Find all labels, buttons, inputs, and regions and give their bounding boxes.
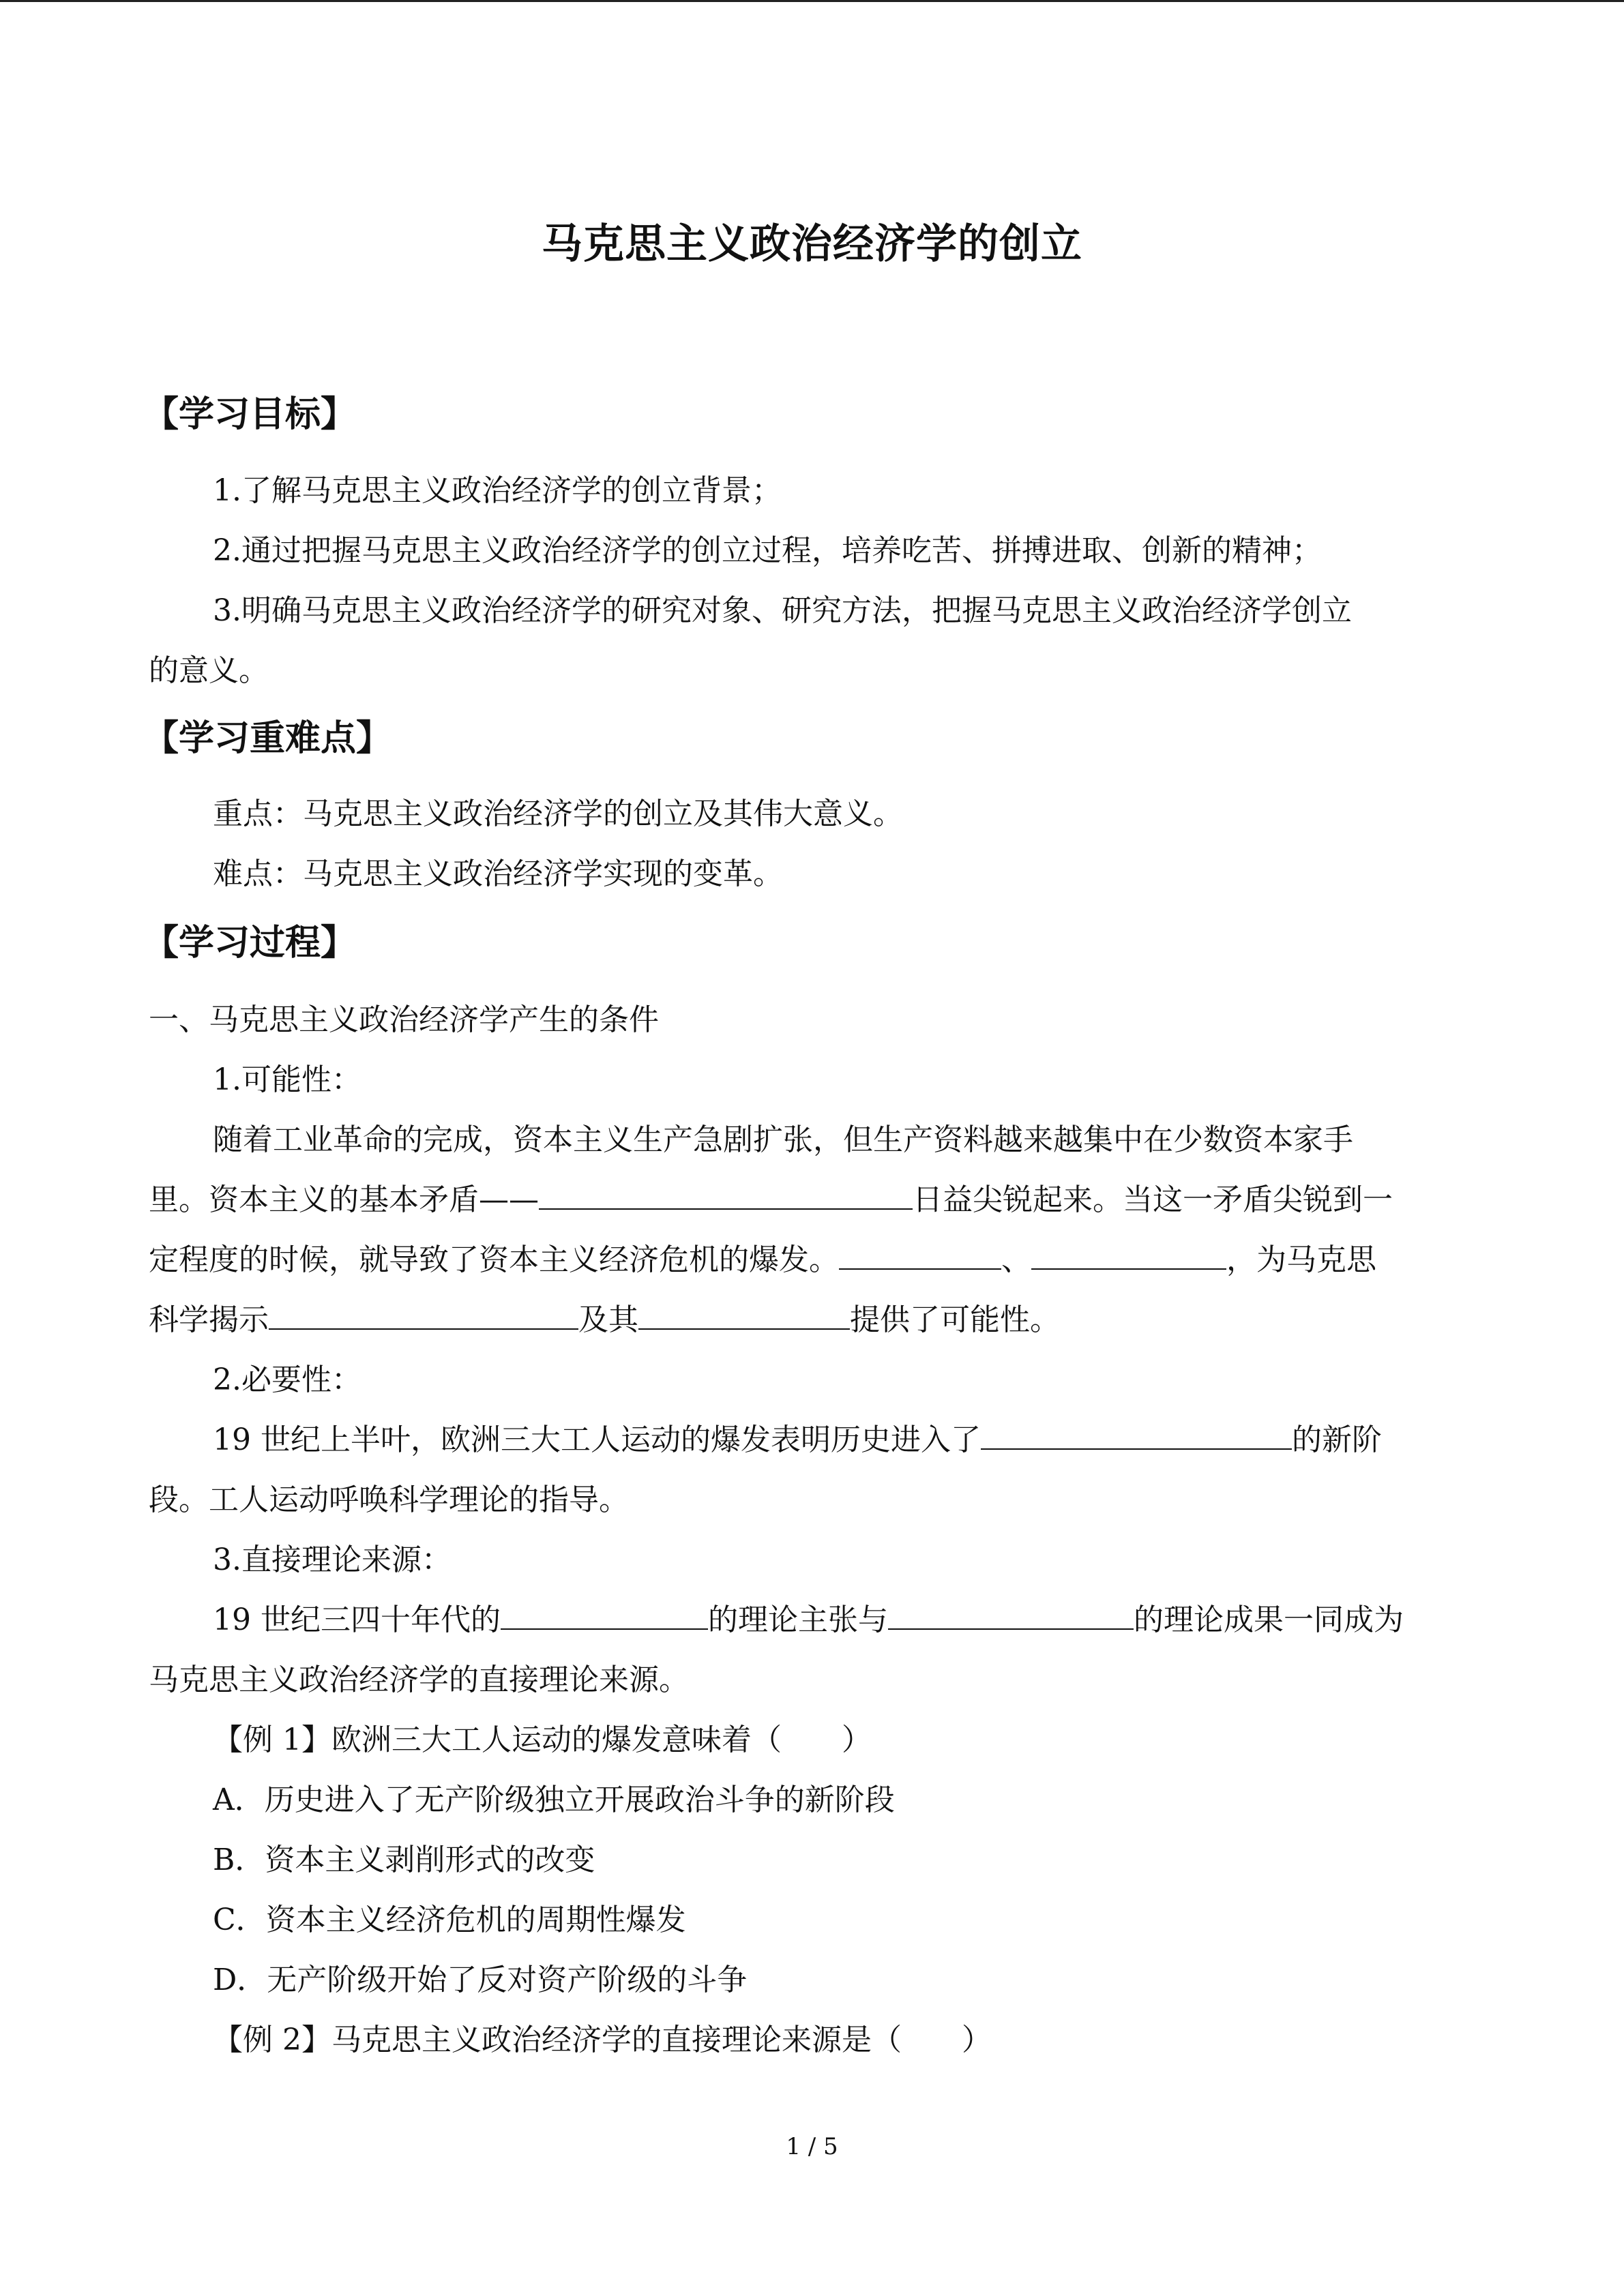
answer-blank-crisis-2[interactable] <box>1031 1238 1226 1270</box>
answer-blank-crisis-1[interactable] <box>839 1238 1001 1270</box>
source-line-2: 马克思主义政治经济学的直接理论来源。 <box>149 1663 689 1697</box>
possibility-line-3-text-a: 定程度的时候，就导致了资本主义经济危机的爆发。 <box>149 1242 839 1277</box>
example-1-option-a[interactable]: A．历史进入了无产阶级独立开展政治斗争的新阶段 <box>213 1783 895 1817</box>
possibility-line-3-text-c: ，为马克思 <box>1226 1242 1376 1277</box>
answer-blank-basic-contradiction[interactable] <box>539 1178 913 1210</box>
difficulty-point: 难点：马克思主义政治经济学实现的变革。 <box>213 856 783 891</box>
example-1-option-c[interactable]: C．资本主义经济危机的周期性爆发 <box>213 1903 686 1937</box>
answer-blank-theory-2[interactable] <box>888 1598 1134 1630</box>
key-points-heading: 【学习重难点】 <box>143 717 392 759</box>
source-line-1-text-a: 19 世纪三四十年代的 <box>213 1602 501 1637</box>
answer-blank-its[interactable] <box>638 1298 850 1330</box>
process-heading: 【学习过程】 <box>143 922 357 964</box>
possibility-line-4-text-a: 科学揭示 <box>149 1302 269 1337</box>
example-1-option-d[interactable]: D．无产阶级开始了反对资产阶级的斗争 <box>213 1963 748 1997</box>
possibility-line-4-text-b: 及其 <box>578 1302 638 1337</box>
possibility-line-4 <box>149 1290 1060 1350</box>
page-title: 马克思主义政治经济学的创立 <box>542 220 1082 268</box>
possibility-line-3-text-b: 、 <box>1001 1242 1031 1277</box>
answer-blank-reveal[interactable] <box>269 1298 578 1330</box>
possibility-line-2-text-b: 日益尖锐起来。当这一矛盾尖锐到一 <box>913 1182 1393 1217</box>
objective-item-3-continued: 的意义。 <box>149 653 269 688</box>
example-1-option-b[interactable]: B．资本主义剥削形式的改变 <box>213 1843 595 1877</box>
possibility-line-1: 随着工业革命的完成，资本主义生产急剧扩张，但生产资料越来越集中在少数资本家手 <box>213 1122 1353 1157</box>
possibility-label: 1.可能性： <box>213 1062 361 1097</box>
possibility-line-3 <box>149 1230 1376 1290</box>
possibility-line-2-text-a: 里。资本主义的基本矛盾—— <box>149 1182 539 1217</box>
answer-blank-new-stage[interactable] <box>981 1418 1292 1450</box>
necessity-line-1 <box>213 1410 1382 1470</box>
part1-title: 一、马克思主义政治经济学产生的条件 <box>149 1002 659 1037</box>
source-line-1-text-c: 的理论成果一同成为 <box>1133 1602 1404 1637</box>
necessity-line-1-text-b: 的新阶 <box>1291 1422 1382 1457</box>
answer-blank-theory-1[interactable] <box>501 1598 708 1630</box>
necessity-line-1-text-a: 19 世纪上半叶，欧洲三大工人运动的爆发表明历史进入了 <box>213 1422 981 1457</box>
objective-item-3: 3.明确马克思主义政治经济学的研究对象、研究方法，把握马克思主义政治经济学创立 <box>213 593 1352 628</box>
possibility-line-4-text-c: 提供了可能性。 <box>850 1302 1060 1337</box>
example-1-question: 【例 1】欧洲三大工人运动的爆发意味着（ ） <box>213 1723 872 1757</box>
focus-point: 重点：马克思主义政治经济学的创立及其伟大意义。 <box>213 796 903 831</box>
source-line-1-text-b: 的理论主张与 <box>707 1602 888 1637</box>
page-number: 1 / 5 <box>786 2133 838 2160</box>
example-2-question: 【例 2】马克思主义政治经济学的直接理论来源是（ ） <box>213 2023 992 2057</box>
possibility-line-2 <box>149 1170 1393 1230</box>
necessity-line-2: 段。工人运动呼唤科学理论的指导。 <box>149 1482 629 1517</box>
objective-item-2: 2.通过把握马克思主义政治经济学的创立过程，培养吃苦、拼搏进取、创新的精神； <box>213 533 1322 568</box>
source-line-1 <box>213 1590 1404 1650</box>
objective-item-1: 1.了解马克思主义政治经济学的创立背景； <box>213 473 782 508</box>
source-label: 3.直接理论来源： <box>213 1542 452 1577</box>
necessity-label: 2.必要性： <box>213 1362 361 1397</box>
objectives-heading: 【学习目标】 <box>143 393 357 435</box>
